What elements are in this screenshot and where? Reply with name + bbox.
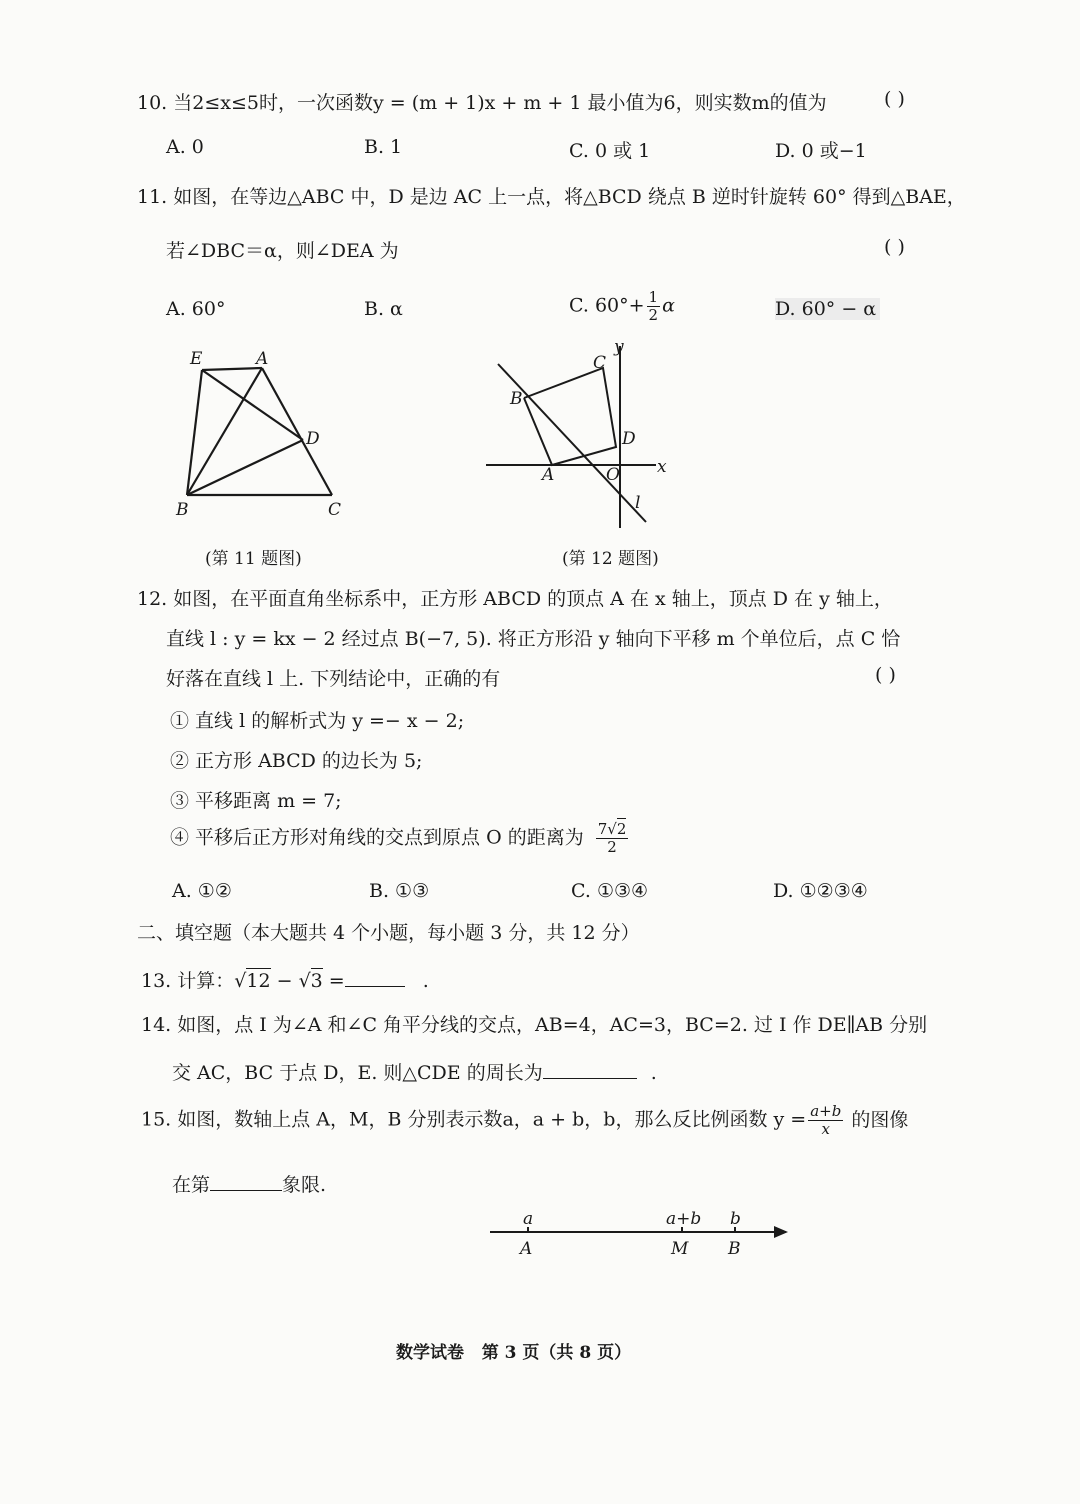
- fraction-denominator: 2: [607, 838, 617, 856]
- q12-paren: ( ): [875, 664, 896, 686]
- section-2-heading: 二、填空题（本大题共 4 个小题，每小题 3 分，共 12 分）: [137, 922, 640, 944]
- q15-fraction: [808, 1104, 843, 1137]
- q10-option-b: B. 1: [364, 136, 403, 158]
- q13-equals: =: [322, 970, 345, 992]
- q13-prefix: 13. 计算：: [141, 970, 235, 992]
- fig12-label-x: x: [657, 457, 667, 477]
- q14-line2-text: 交 AC，BC 于点 D，E. 则△CDE 的周长为: [172, 1062, 543, 1084]
- q13-minus: −: [270, 970, 299, 992]
- fig12-label-b: B: [510, 389, 523, 409]
- q11-line2: 若∠DBC＝α，则∠DEA 为: [166, 240, 399, 262]
- numerator-radicand: 2: [616, 820, 627, 838]
- q12-conclusion-1: ① 直线 l 的解析式为 y =− x − 2;: [170, 710, 465, 732]
- q13-period: .: [422, 970, 429, 992]
- fraction-denominator: x: [821, 1120, 830, 1138]
- q14-period: .: [650, 1062, 657, 1084]
- figure-12: [480, 336, 680, 532]
- q12-line1: 12. 如图，在平面直角坐标系中，正方形 ABCD 的顶点 A 在 x 轴上，顶点 D 在 y 轴上，: [137, 588, 893, 610]
- q14-line1: 14. 如图，点 I 为∠A 和∠C 角平分线的交点，AB=4，AC=3，BC=2. 过 I 作 DE∥AB 分别: [141, 1014, 928, 1036]
- q11-paren: ( ): [884, 236, 905, 258]
- q12-conclusion-4: [170, 822, 630, 855]
- q15-line2: [172, 1170, 326, 1197]
- number-line-point-a: A: [520, 1239, 533, 1259]
- fraction-numerator: a+b: [810, 1102, 842, 1120]
- number-line-label-a: a: [523, 1209, 534, 1229]
- q13-radicand-2: 3: [310, 970, 323, 992]
- q12-option-c: C. ①③④: [571, 880, 649, 902]
- figure-11: [160, 340, 360, 530]
- fig11-label-b: B: [176, 500, 189, 520]
- q12-conclusion-3: ③ 平移距离 m = 7;: [170, 790, 342, 812]
- q15-line2-suffix: 象限.: [282, 1174, 327, 1196]
- q13-answer-blank[interactable]: [345, 966, 405, 987]
- q12-line3: 好落在直线 l 上. 下列结论中，正确的有: [166, 668, 501, 690]
- fig12-caption: (第 12 题图): [562, 549, 659, 569]
- number-line-point-b: B: [728, 1239, 741, 1259]
- q15-line1-text: 15. 如图，数轴上点 A，M，B 分别表示数a，a + b，b，那么反比例函数 y =: [141, 1108, 807, 1131]
- fraction-numerator: 7√2: [597, 820, 627, 838]
- q10-paren: ( ): [884, 88, 905, 110]
- fig12-label-o: O: [606, 465, 620, 485]
- q13-radicand-1: 12: [246, 970, 271, 992]
- fig11-segment-ea: [202, 368, 262, 370]
- fraction-denominator: 2: [648, 306, 659, 324]
- q10-stem: 10. 当2≤x≤5时，一次函数y = (m + 1)x + m + 1 最小值为6，则实数m的值为: [137, 92, 827, 114]
- fig11-label-a: A: [256, 349, 269, 369]
- fig12-square-abcd: [524, 368, 616, 465]
- q12-option-d: D. ①②③④: [773, 880, 868, 902]
- number-line-arrow: [774, 1226, 788, 1238]
- fig11-label-c: C: [328, 500, 342, 520]
- q15-line2-prefix: 在第: [172, 1174, 211, 1196]
- q11-option-b: B. α: [364, 298, 403, 320]
- q10-option-d: D. 0 或−1: [775, 140, 867, 162]
- q11-line1: 11. 如图，在等边△ABC 中，D 是边 AC 上一点，将△BCD 绕点 B 逆时针旋转 60° 得到△BAE，: [137, 186, 966, 208]
- page-footer: 数学试卷 第 3 页（共 8 页）: [396, 1343, 632, 1363]
- fraction-numerator: 1: [648, 288, 659, 306]
- q10-option-c: C. 0 或 1: [569, 140, 651, 162]
- q11-option-d: D. 60° − α: [775, 298, 880, 320]
- q11-option-a: A. 60°: [166, 298, 226, 320]
- q11-option-c-fraction: [647, 290, 661, 323]
- q12-line2: 直线 l : y = kx − 2 经过点 B(−7, 5). 将正方形沿 y 轴向下平移 m 个单位后，点 C 恰: [166, 628, 901, 650]
- q15-line1-suffix: 的图像: [851, 1108, 909, 1131]
- fig11-segment-ab: [187, 368, 262, 495]
- q11-option-c-prefix: C. 60°+: [569, 294, 645, 317]
- numerator-coefficient: 7: [597, 820, 608, 838]
- number-line-point-m: M: [671, 1239, 689, 1259]
- q14-line2: [172, 1058, 657, 1085]
- fig11-segment-ac: [262, 368, 332, 495]
- q11-option-c: [569, 290, 675, 323]
- number-line: [486, 1206, 796, 1262]
- q12-option-a: A. ①②: [172, 880, 232, 902]
- fig11-label-d: D: [306, 429, 320, 449]
- fig11-segment-eb: [187, 370, 202, 495]
- number-line-label-b: b: [730, 1209, 741, 1229]
- q11-option-c-suffix: α: [662, 294, 675, 317]
- q12-conclusion-2: ② 正方形 ABCD 的边长为 5;: [170, 750, 423, 772]
- fig12-label-a: A: [542, 465, 555, 485]
- q15-answer-blank[interactable]: [210, 1170, 282, 1191]
- q12-option-b: B. ①③: [369, 880, 430, 902]
- q12-conclusion-4-fraction: [596, 822, 629, 855]
- fig11-segment-ed: [202, 370, 303, 440]
- fig12-label-l: l: [635, 493, 641, 513]
- fig12-label-y: y: [614, 337, 624, 357]
- number-line-label-a-plus-b: a+b: [666, 1209, 702, 1229]
- fig12-label-d: D: [622, 429, 636, 449]
- q13: 13. 计算：√12 − √3 = .: [141, 966, 429, 993]
- fig11-label-e: E: [190, 349, 203, 369]
- fig11-caption: (第 11 题图): [205, 549, 302, 569]
- q14-answer-blank[interactable]: [543, 1058, 637, 1079]
- fig12-label-c: C: [593, 353, 607, 373]
- q12-conclusion-4-text: ④ 平移后正方形对角线的交点到原点 O 的距离为: [170, 826, 584, 849]
- q10-option-a: A. 0: [166, 136, 204, 158]
- q15-line1: [141, 1104, 908, 1137]
